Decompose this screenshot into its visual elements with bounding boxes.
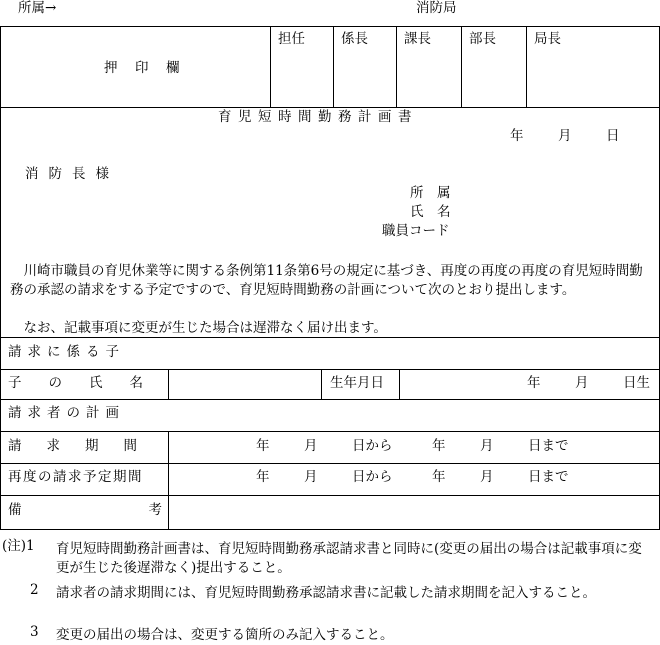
birth-label: 生年月日 — [330, 375, 384, 391]
body-paragraph-2: なお、記載事項に変更が生じた場合は遅滞なく届け出ます。 — [23, 320, 387, 336]
request-y1: 年 — [256, 438, 270, 454]
request-from: 日から — [352, 438, 393, 454]
note-2-number: 2 — [30, 582, 39, 598]
seal-divider-5 — [526, 26, 527, 108]
remarks-label: 備考 — [8, 502, 289, 518]
body-paragraph-1: 川崎市職員の育児休業等に関する条例第11条第6号の規定に基づき、再度の再度の再度の育児短時間勤務の承認の請求をする予定ですので、育児短時間勤務の計画について次のとおり提出します。 — [10, 263, 643, 298]
seal-divider-2 — [333, 26, 334, 108]
request-m2: 月 — [480, 438, 494, 454]
seal-col-kyokucho: 局長 — [534, 31, 561, 47]
birth-label-right — [399, 369, 400, 399]
planned-y2: 年 — [432, 469, 446, 485]
seal-label: 押 印 欄 — [104, 60, 182, 76]
planned-until: 日まで — [528, 469, 569, 485]
plan-section-heading: 請求者の計画 — [8, 405, 125, 421]
note-prefix: (注)1 — [2, 538, 35, 554]
seal-bottom-line — [0, 107, 660, 108]
seal-col-bucho: 部長 — [469, 31, 496, 47]
date-day: 日 — [606, 128, 620, 144]
note-1: 育児短時間勤務計画書は、育児短時間勤務承認請求書と同時に(変更の届出の場合は記載事項に変更が生じた後遅滞なく)提出すること。 — [56, 541, 642, 576]
planned-from: 日から — [352, 469, 393, 485]
applicant-affiliation-label: 所 属 — [410, 185, 451, 201]
affiliation-label: 所属→ — [18, 0, 57, 16]
note-3: 変更の届出の場合は、変更する箇所のみ記入すること。 — [56, 627, 394, 643]
request-row-top — [0, 431, 660, 432]
department-name: 消防局 — [416, 0, 457, 16]
remarks-field[interactable] — [168, 495, 660, 530]
request-y2: 年 — [432, 438, 446, 454]
planned-period-label: 再度の請求予定期間 — [8, 469, 143, 485]
seal-col-tannin: 担任 — [278, 31, 305, 47]
seal-divider-3 — [396, 26, 397, 108]
planned-y1: 年 — [256, 469, 270, 485]
birth-year-unit: 年 — [527, 375, 541, 391]
date-month: 月 — [558, 128, 572, 144]
note-2: 請求者の請求期間には、育児短時間勤務承認請求書に記載した請求期間を記入すること。 — [56, 585, 596, 601]
seal-col-kacho: 課長 — [404, 31, 431, 47]
applicant-code-label: 職員コード — [382, 223, 450, 239]
seal-divider-1 — [270, 26, 271, 108]
request-until: 日まで — [528, 438, 569, 454]
seal-col-kakaricho: 係長 — [341, 31, 368, 47]
applicant-name-label: 氏 名 — [410, 204, 451, 220]
child-section-heading: 請求に係る子 — [8, 344, 125, 360]
birth-label-left — [321, 369, 322, 399]
plan-section-top — [0, 399, 660, 400]
request-m1: 月 — [304, 438, 318, 454]
planned-m2: 月 — [480, 469, 494, 485]
child-row-top — [0, 369, 660, 370]
child-name-field[interactable] — [168, 369, 321, 399]
child-name-label: 子の氏名 — [8, 375, 170, 391]
form-title: 育児短時間勤務計画書 — [218, 109, 418, 125]
addressee: 消防長様 — [25, 166, 119, 182]
date-year: 年 — [510, 128, 524, 144]
table-top-line — [0, 337, 660, 338]
request-period-label: 請求期間 — [8, 438, 162, 454]
birth-month-unit: 月 — [575, 375, 589, 391]
seal-divider-4 — [461, 26, 462, 108]
birth-day-unit: 日生 — [623, 375, 650, 391]
planned-row-top — [0, 463, 660, 464]
planned-m1: 月 — [304, 469, 318, 485]
note-3-number: 3 — [30, 624, 39, 640]
